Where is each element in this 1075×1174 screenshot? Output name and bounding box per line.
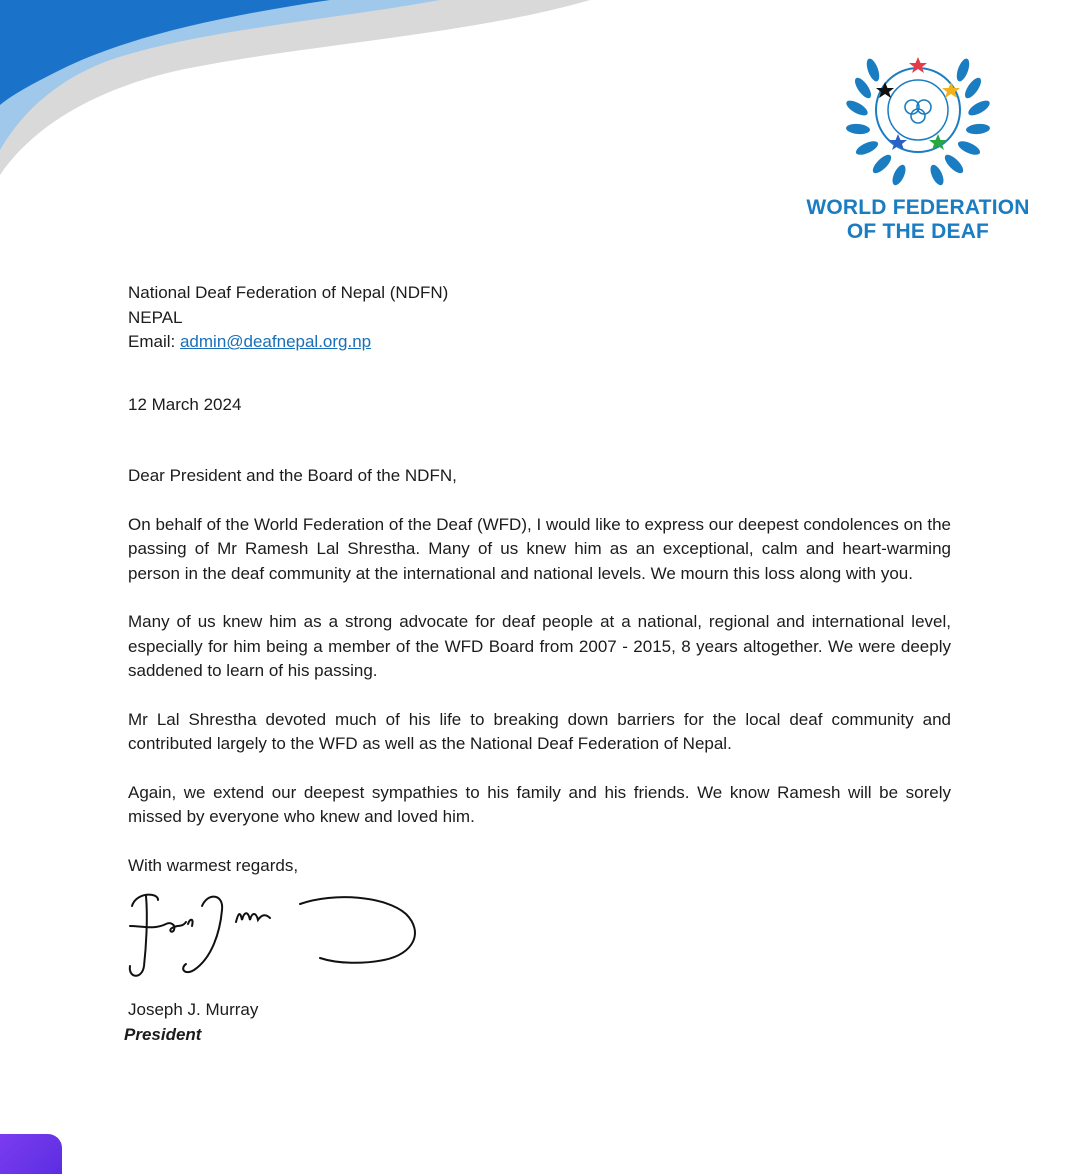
logo-title-line2: OF THE DEAF — [846, 220, 990, 243]
email-link[interactable]: admin@deafnepal.org.np — [179, 332, 372, 351]
header-swoosh-graphic — [0, 0, 600, 200]
salutation: Dear President and the Board of the NDFN, — [128, 466, 457, 485]
signer-name: Joseph J. Murray — [128, 1000, 259, 1019]
letter-date: 12 March 2024 — [128, 394, 242, 414]
closing: With warmest regards, — [128, 855, 299, 875]
corner-overlay-button[interactable] — [0, 1134, 62, 1174]
handwritten-signature — [124, 888, 434, 988]
email-label: Email: — [128, 332, 176, 351]
paragraph-1: On behalf of the World Federation of the Deaf (WFD), I would like to express our deepest condolences on the passing of Mr Ramesh Lal Shrestha. Many of us knew him as an exceptional, calm and heart-warming person in the deaf community at the international and national levels. We mourn this loss along with you. — [128, 514, 951, 583]
paragraph-3: Mr Lal Shrestha devoted much of his life to breaking down barriers for the local deaf community and contributed largely to the WFD as well as the National Deaf Federation of Nepal. — [128, 709, 951, 753]
signer-title: President — [124, 1024, 202, 1044]
wfd-logo — [800, 40, 1036, 244]
wreath-emblem-icon — [843, 40, 993, 190]
letter-body — [124, 281, 951, 1047]
paragraph-2: Many of us knew him as a strong advocate for deaf people at a national, regional and international level, especially for him being a member of the WFD Board from 2007 - 2015, 8 years altogether. We were deeply saddened to learn of his passing. — [128, 612, 951, 680]
recipient-country: NEPAL — [128, 307, 183, 327]
paragraph-4: Again, we extend our deepest sympathies to his family and his friends. We know Ramesh will be sorely missed by everyone who knew and loved him. — [128, 782, 951, 826]
recipient-address — [128, 281, 951, 355]
recipient-name: National Deaf Federation of Nepal (NDFN) — [128, 283, 449, 302]
recipient-email-line — [128, 330, 951, 355]
logo-title-line1: WORLD FEDERATION — [806, 196, 1030, 219]
